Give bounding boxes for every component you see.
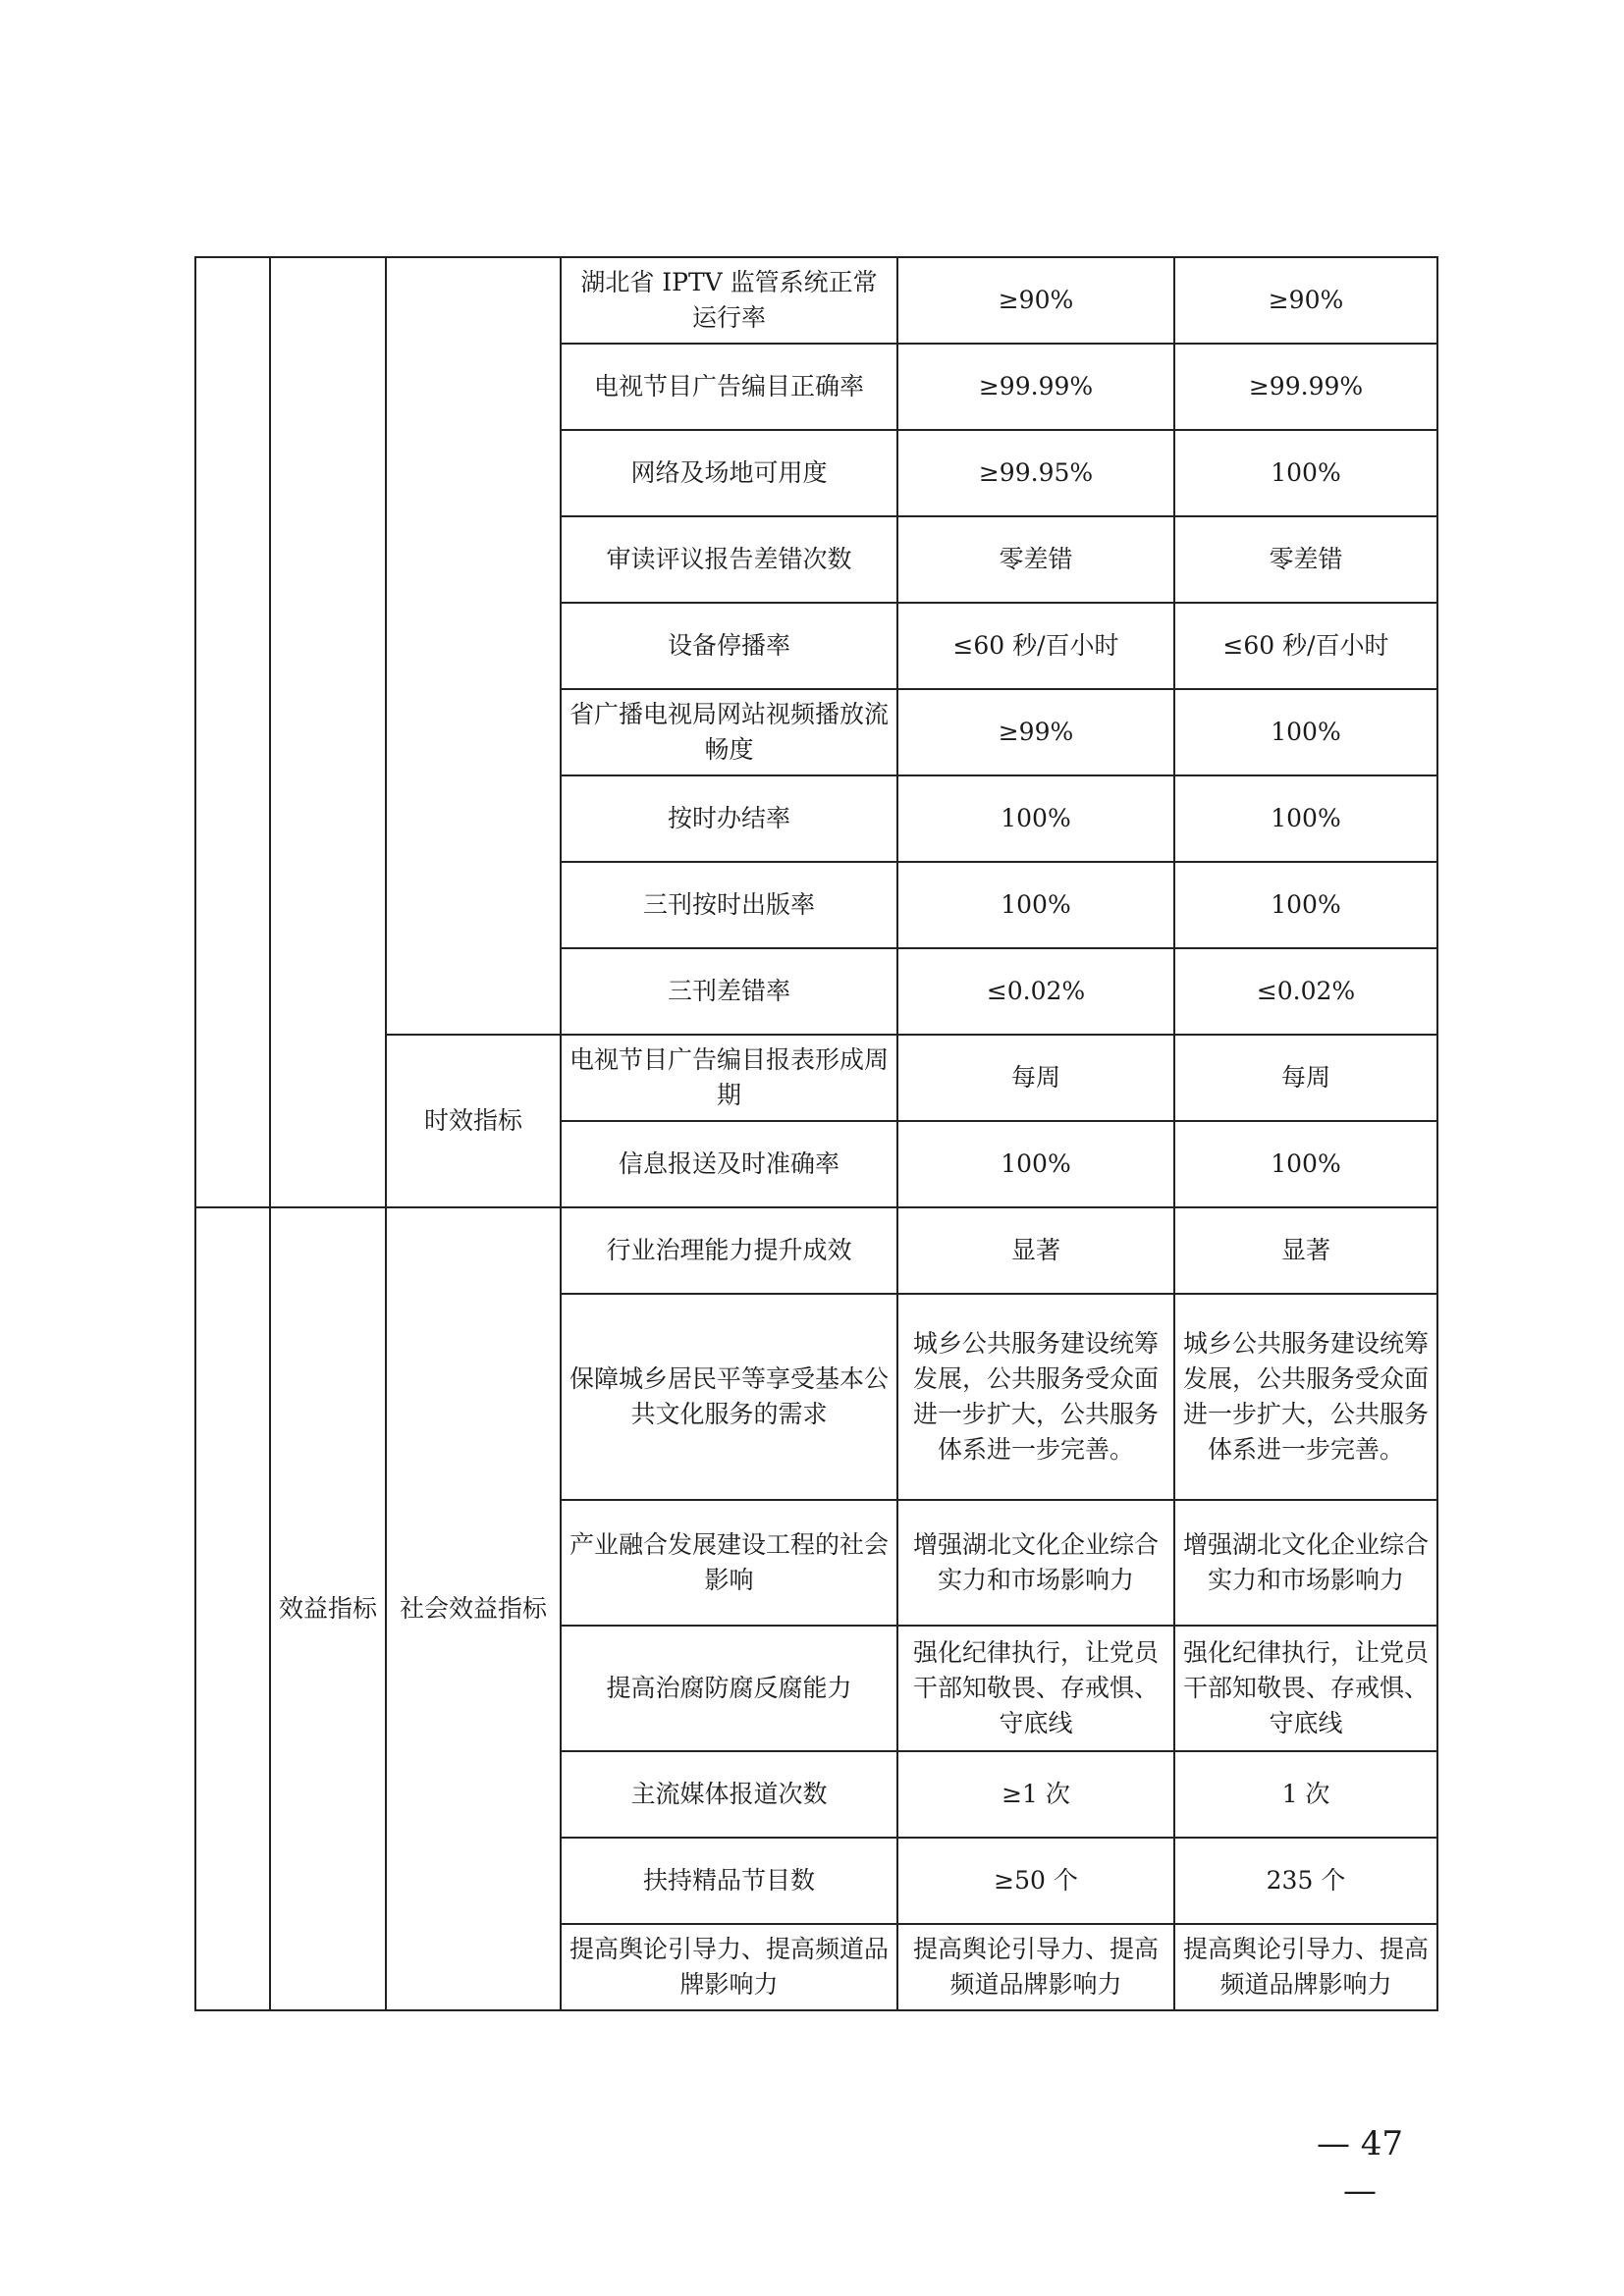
indicator-name: 主流媒体报道次数	[561, 1751, 897, 1838]
indicator-name: 行业治理能力提升成效	[561, 1207, 897, 1294]
indicator-name: 网络及场地可用度	[561, 430, 897, 516]
target-value: ≥99.95%	[897, 430, 1174, 516]
indicator-name: 审读评议报告差错次数	[561, 516, 897, 603]
actual-value: 增强湖北文化企业综合实力和市场影响力	[1174, 1500, 1437, 1626]
target-value: ≥1 次	[897, 1751, 1174, 1838]
indicator-name: 提高治腐防腐反腐能力	[561, 1626, 897, 1751]
actual-value: ≥99.99%	[1174, 344, 1437, 430]
indicator-name: 产业融合发展建设工程的社会影响	[561, 1500, 897, 1626]
indicator-name: 电视节目广告编目报表形成周期	[561, 1035, 897, 1121]
target-value: 提高舆论引导力、提高频道品牌影响力	[897, 1924, 1174, 2010]
level2-cell	[270, 257, 386, 1207]
actual-value: 零差错	[1174, 516, 1437, 603]
target-value: 城乡公共服务建设统筹发展，公共服务受众面进一步扩大，公共服务体系进一步完善。	[897, 1294, 1174, 1500]
target-value: 增强湖北文化企业综合实力和市场影响力	[897, 1500, 1174, 1626]
actual-value: 235 个	[1174, 1838, 1437, 1924]
indicator-name: 按时办结率	[561, 775, 897, 862]
actual-value: 每周	[1174, 1035, 1437, 1121]
timeliness-category: 时效指标	[386, 1035, 561, 1207]
table-row	[195, 1207, 1437, 1294]
target-value: 每周	[897, 1035, 1174, 1121]
benefit-category: 效益指标	[270, 1207, 386, 2010]
actual-value: 100%	[1174, 775, 1437, 862]
social-benefit-category: 社会效益指标	[386, 1207, 561, 2010]
actual-value: 提高舆论引导力、提高频道品牌影响力	[1174, 1924, 1437, 2010]
target-value: 显著	[897, 1207, 1174, 1294]
target-value: 零差错	[897, 516, 1174, 603]
target-value: 100%	[897, 862, 1174, 948]
level3-cell	[386, 257, 561, 1035]
table-row	[195, 257, 1437, 344]
actual-value: 100%	[1174, 689, 1437, 775]
page-number: — 47 —	[1316, 2124, 1404, 2211]
target-value: 100%	[897, 775, 1174, 862]
actual-value: 显著	[1174, 1207, 1437, 1294]
actual-value: 强化纪律执行，让党员干部知敬畏、存戒惧、守底线	[1174, 1626, 1437, 1751]
target-value: 100%	[897, 1121, 1174, 1207]
level1-cell	[195, 1207, 270, 2010]
indicator-name: 保障城乡居民平等享受基本公共文化服务的需求	[561, 1294, 897, 1500]
indicator-name: 湖北省 IPTV 监管系统正常运行率	[561, 257, 897, 344]
actual-value: ≥90%	[1174, 257, 1437, 344]
performance-indicator-table	[194, 256, 1438, 2011]
actual-value: 1 次	[1174, 1751, 1437, 1838]
indicator-name: 提高舆论引导力、提高频道品牌影响力	[561, 1924, 897, 2010]
indicator-name: 三刊差错率	[561, 948, 897, 1035]
indicator-name: 省广播电视局网站视频播放流畅度	[561, 689, 897, 775]
actual-value: 100%	[1174, 1121, 1437, 1207]
actual-value: 100%	[1174, 430, 1437, 516]
actual-value: ≤0.02%	[1174, 948, 1437, 1035]
target-value: 强化纪律执行，让党员干部知敬畏、存戒惧、守底线	[897, 1626, 1174, 1751]
target-value: ≤60 秒/百小时	[897, 603, 1174, 689]
target-value: ≥50 个	[897, 1838, 1174, 1924]
target-value: ≥99%	[897, 689, 1174, 775]
indicator-name: 设备停播率	[561, 603, 897, 689]
target-value: ≥90%	[897, 257, 1174, 344]
indicator-name: 信息报送及时准确率	[561, 1121, 897, 1207]
level1-cell	[195, 257, 270, 1207]
target-value: ≤0.02%	[897, 948, 1174, 1035]
actual-value: ≤60 秒/百小时	[1174, 603, 1437, 689]
indicator-name: 电视节目广告编目正确率	[561, 344, 897, 430]
indicator-name: 扶持精品节目数	[561, 1838, 897, 1924]
target-value: ≥99.99%	[897, 344, 1174, 430]
actual-value: 城乡公共服务建设统筹发展，公共服务受众面进一步扩大，公共服务体系进一步完善。	[1174, 1294, 1437, 1500]
indicator-name: 三刊按时出版率	[561, 862, 897, 948]
actual-value: 100%	[1174, 862, 1437, 948]
